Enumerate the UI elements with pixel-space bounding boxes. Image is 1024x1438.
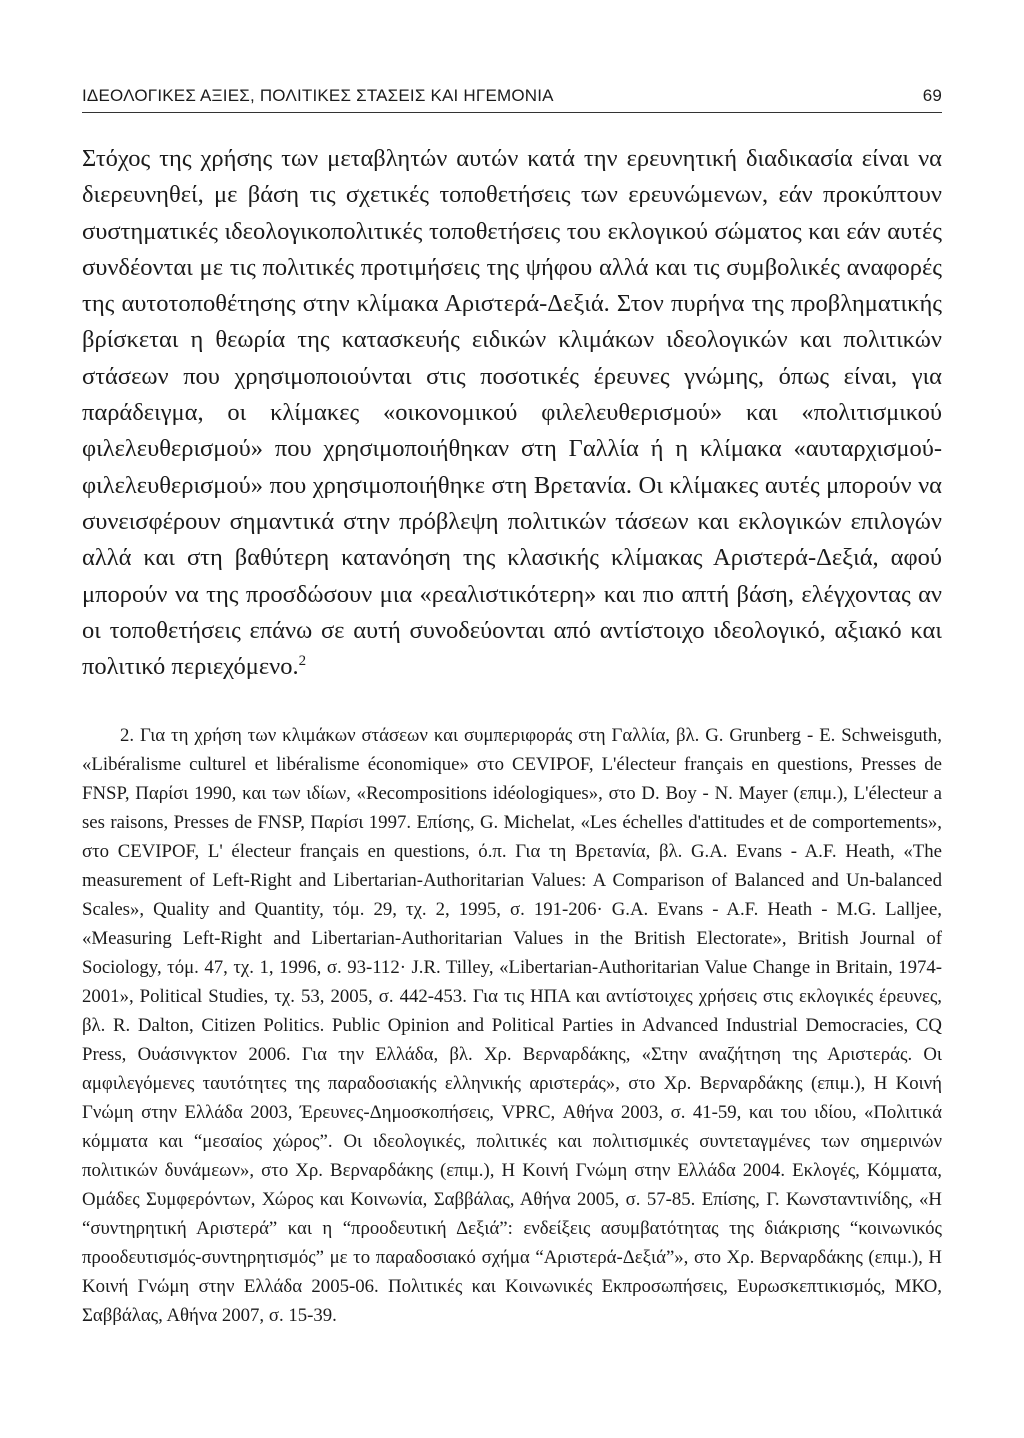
running-title: ΙΔΕΟΛΟΓΙΚΕΣ ΑΞΙΕΣ, ΠΟΛΙΤΙΚΕΣ ΣΤΑΣΕΙΣ ΚΑΙ ΗΓΕΜΟΝΙΑ xyxy=(82,86,554,105)
running-header xyxy=(82,86,942,113)
footnote-reference: 2 xyxy=(298,653,307,669)
footnote-section xyxy=(82,721,942,1330)
body-paragraph-text: Στόχος της χρήσης των μεταβλητών αυτών κατά την ερευνητική διαδικασία είναι να διερευνηθεί, με βάση τις σχετικές τοποθετήσεις των ερευνώμενων, εάν προκύπτουν συστηματικές ιδεολογικοπολιτικές τοποθετήσεις του εκλογικού σώματος και εάν αυτές συνδέονται με τις πολιτικές προτιμήσεις της ψήφου αλλά και τις συμβολικές αναφορές της αυτοτοποθέτησης στην κλίμακα Αριστερά-Δεξιά. Στον πυρήνα της προβληματικής βρίσκεται η θεωρία της κατασκευής ειδικών κλιμάκων ιδεολογικών και πολιτικών στάσεων που χρησιμοποιούνται στις ποσοτικές έρευνες γνώμης, όπως είναι, για παράδειγμα, οι κλίμακες «οικονομικού φιλελευθερισμού» και «πολιτισμικού φιλελευθερισμού» που χρησιμοποιήθηκαν στη Γαλλία ή η κλίμακα «αυταρχισμού-φιλελευθερισμού» που χρησιμοποιήθηκε στη Βρετανία. Οι κλίμακες αυτές μπορούν να συνεισφέρουν σημαντικά στην πρόβλεψη πολιτικών τάσεων και εκλογικών επιλογών αλλά και στη βαθύτερη κατανόηση της κλασικής κλίμακας Αριστερά-Δεξιά, αφού μπορούν να της προσδώσουν μια «ρεαλιστικότερη» και πιο απτή βάση, ελέγχοντας αν οι τοποθετήσεις επάνω σε αυτή συνοδεύονται από αντίστοιχο ιδεολογικό, αξιακό και πολιτικό περιεχόμενο. xyxy=(82,145,942,681)
footnote-text: 2. Για τη χρήση των κλιμάκων στάσεων και συμπεριφοράς στη Γαλλία, βλ. G. Grunberg - E. Schweisguth, «Libéralisme culturel et libéralisme économique» στο CEVIPOF, L'électeur français en questions, Presses de FNSP, Παρίσι 1990, και των ιδίων, «Recompositions idéologiques», στο D. Boy - N. Mayer (επιμ.), L'électeur a ses raisons, Presses de FNSP, Παρίσι 1997. Επίσης, G. Michelat, «Les échelles d'attitudes et de comportements», στο CEVIPOF, L' électeur français en questions, ό.π. Για τη Βρετανία, βλ. G.A. Evans - A.F. Heath, «The measurement of Left-Right and Libertarian-Authoritarian Values: A Comparison of Balanced and Un-balanced Scales», Quality and Quantity, τόμ. 29, τχ. 2, 1995, σ. 191-206· G.A. Evans - A.F. Heath - M.G. Lalljee, «Measuring Left-Right and Libertarian-Authoritarian Values in the British Electorate», British Journal of Sociology, τόμ. 47, τχ. 1, 1996, σ. 93-112· J.R. Tilley, «Libertarian-Authoritarian Value Change in Britain, 1974-2001», Political Studies, τχ. 53, 2005, σ. 442-453. Για τις ΗΠΑ και αντίστοιχες χρήσεις στις εκλογικές έρευνες, βλ. R. Dalton, Citizen Politics. Public Opinion and Political Parties in Advanced Industrial Democracies, CQ Press, Ουάσινγκτον 2006. Για την Ελλάδα, βλ. Χρ. Βερναρδάκης, «Στην αναζήτηση της Αριστεράς. Οι αμφιλεγόμενες ταυτότητες της παραδοσιακής ελληνικής αριστεράς», στο Χρ. Βερναρδάκης (επιμ.), Η Κοινή Γνώμη στην Ελλάδα 2003, Έρευνες-Δημοσκοπήσεις, VPRC, Αθήνα 2003, σ. 41-59, και του ιδίου, «Πολιτικά κόμματα και “μεσαίος χώρος”. Οι ιδεολογικές, πολιτικές και πολιτισμικές συντεταγμένες των σημερινών πολιτικών δυνάμεων», στο Χρ. Βερναρδάκης (επιμ.), Η Κοινή Γνώμη στην Ελλάδα 2004. Εκλογές, Κόμματα, Ομάδες Συμφερόντων, Χώρος και Κοινωνία, Σαββάλας, Αθήνα 2005, σ. 57-85. Επίσης, Γ. Κωνσταντινίδης, «Η “συντηρητική Αριστερά” και η “προοδευτική Δεξιά”: ενδείξεις ασυμβατότητας της διάκρισης “κοινωνικός προοδευτισμός-συντηρητισμός” με το παραδοσιακό σχήμα “Αριστερά-Δεξιά”», στο Χρ. Βερναρδάκης (επιμ.), Η Κοινή Γνώμη στην Ελλάδα 2005-06. Πολιτικές και Κοινωνικές Εκπροσωπήσεις, Ευρωσκεπτικισμός, ΜΚΟ, Σαββάλας, Αθήνα 2007, σ. 15-39. xyxy=(82,725,942,1327)
book-page xyxy=(82,86,942,1330)
body-paragraph xyxy=(82,141,942,685)
main-text xyxy=(82,141,942,685)
page-number: 69 xyxy=(922,86,942,105)
